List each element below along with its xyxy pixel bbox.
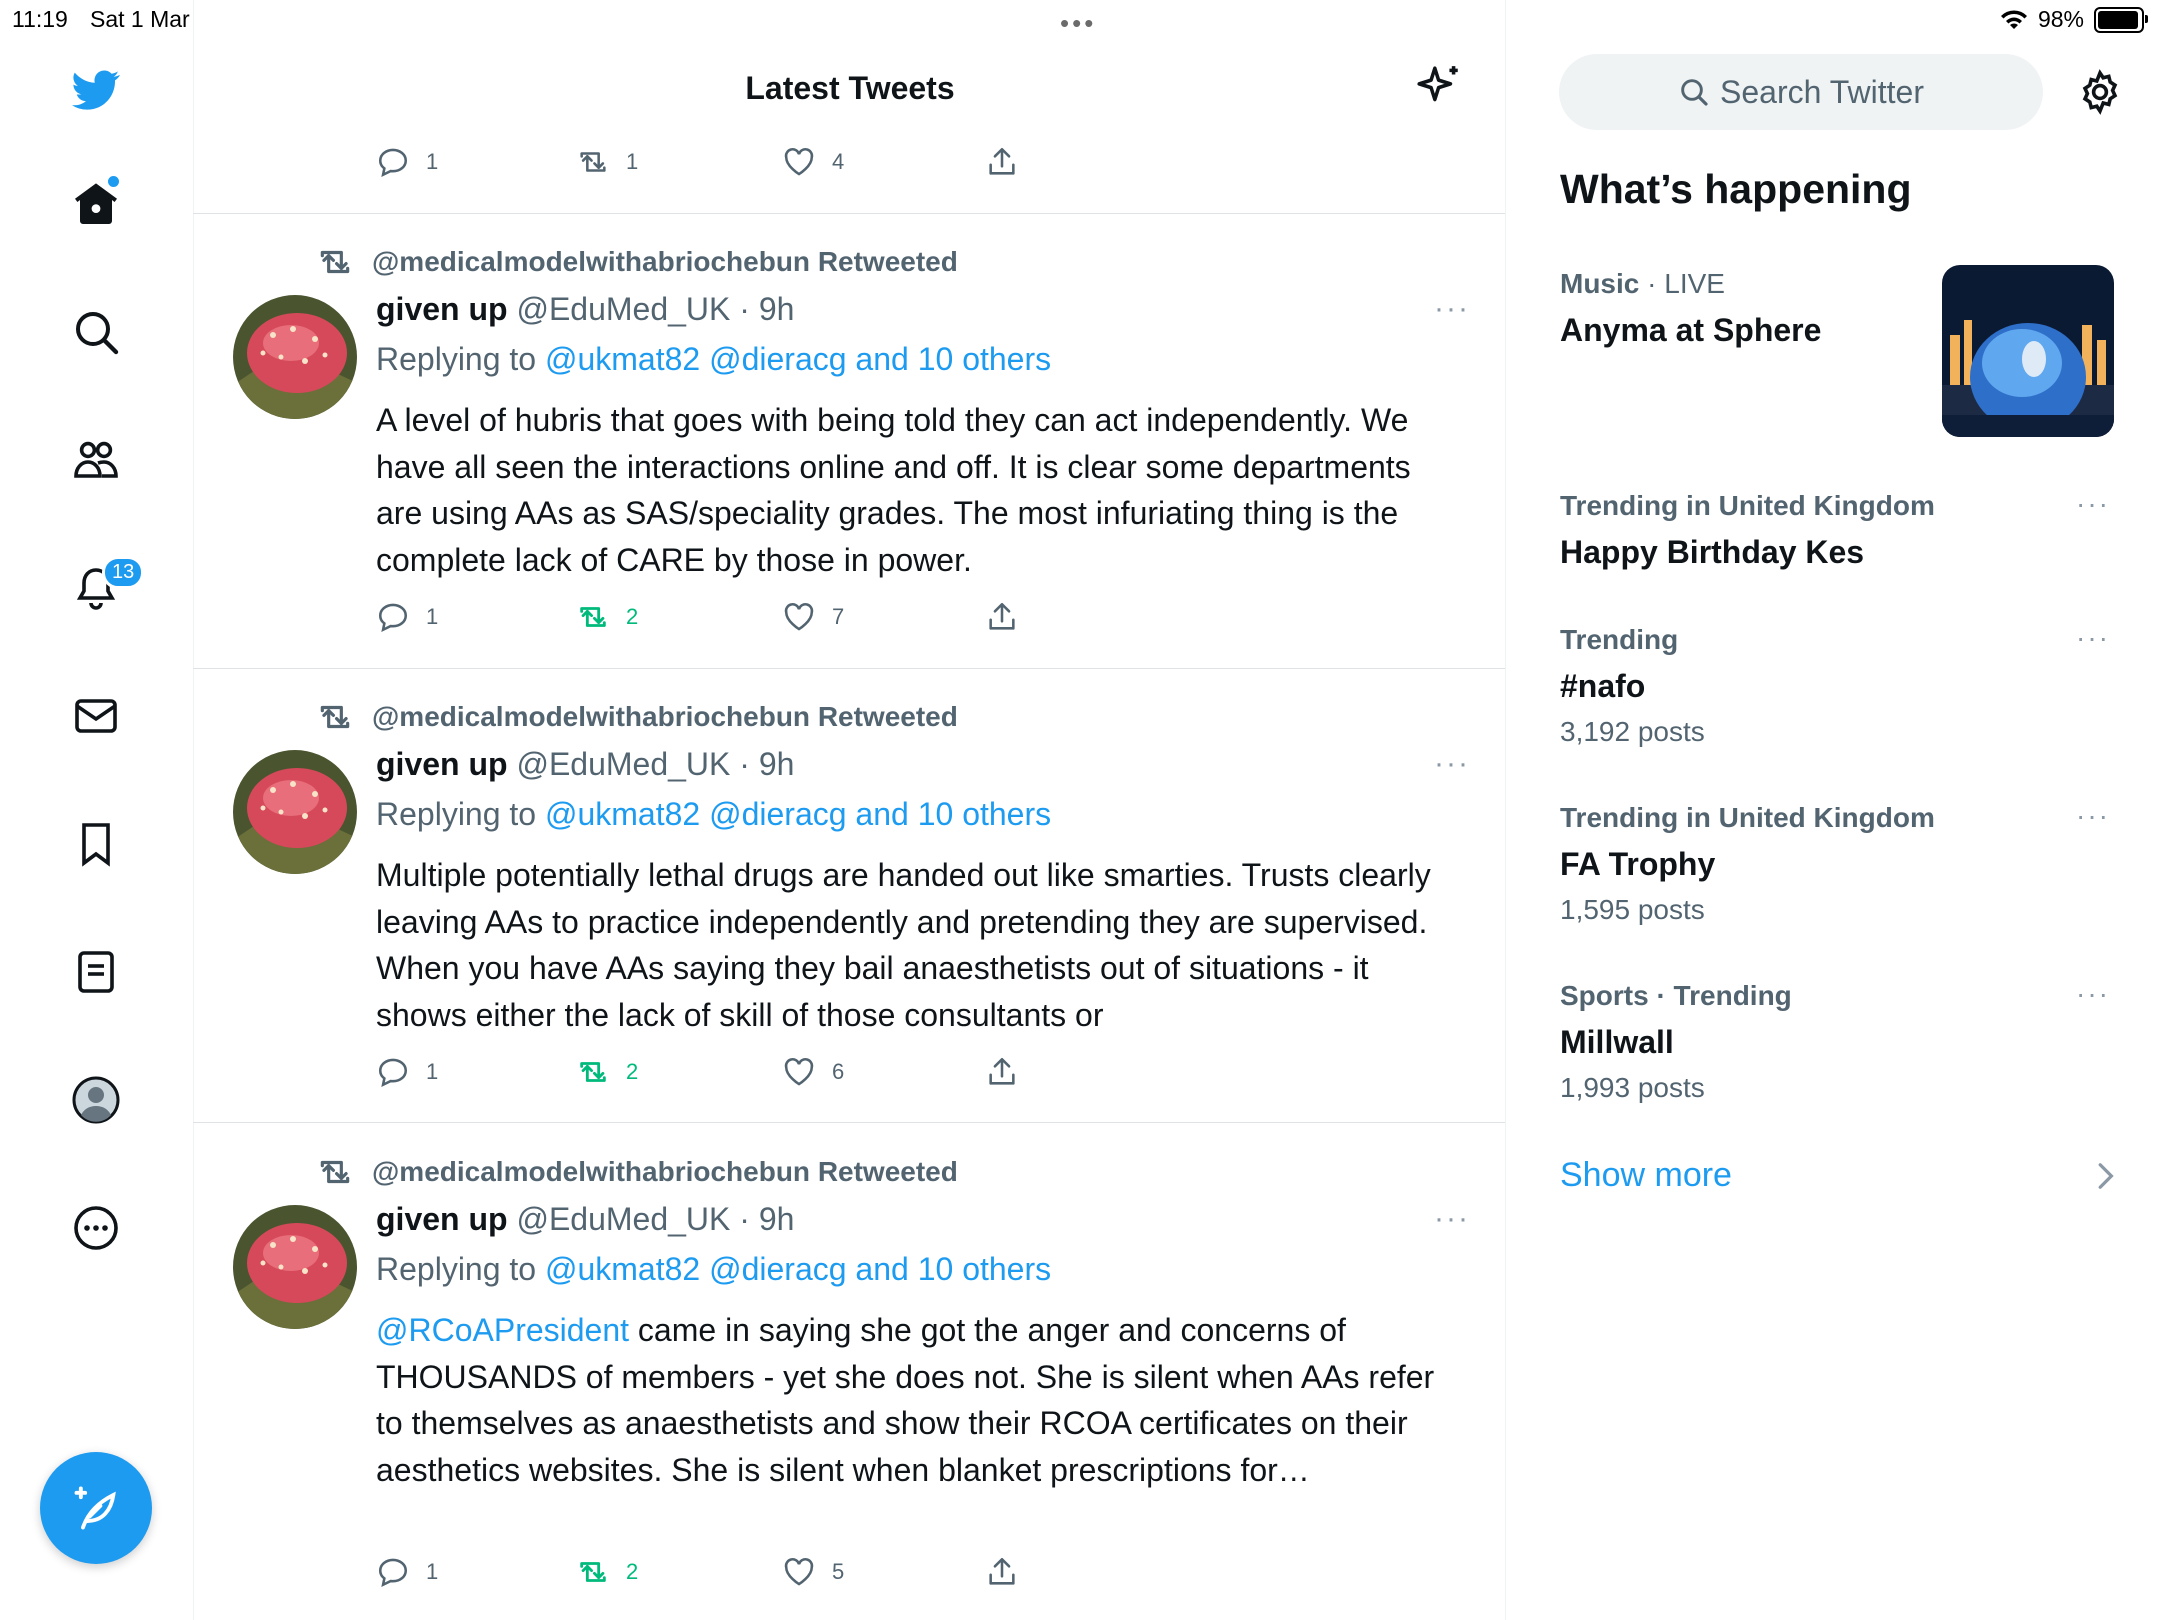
- tweet-more-icon[interactable]: ···: [1434, 292, 1470, 325]
- search-input[interactable]: [1559, 54, 2043, 130]
- avatar[interactable]: [233, 295, 357, 419]
- retweet-small-icon: [316, 243, 354, 281]
- heart-icon: [782, 145, 816, 179]
- like-count: 5: [832, 1559, 845, 1584]
- show-more-link[interactable]: Show more: [1560, 1156, 1732, 1194]
- tweet-divider: [193, 213, 1505, 214]
- reply-button[interactable]: [376, 1555, 438, 1589]
- replying-to-line: Replying to @ukmat82 @dieracg and 10 others: [376, 796, 1052, 832]
- featured-thumbnail[interactable]: [1942, 265, 2114, 437]
- retweet-small-icon: [316, 1153, 354, 1191]
- share-icon: [985, 600, 1019, 634]
- replying-to-links[interactable]: @ukmat82 @dieracg and 10 others: [544, 1251, 1052, 1287]
- trend-title[interactable]: Happy Birthday Kes: [1560, 534, 1865, 570]
- trend-more-icon[interactable]: ···: [2076, 978, 2110, 1009]
- retweet-icon: [576, 1055, 610, 1089]
- tweet-mention[interactable]: @RCoAPresident: [376, 1312, 630, 1348]
- retweet-count: 2: [626, 1559, 639, 1584]
- replying-to-line: Replying to @ukmat82 @dieracg and 10 others: [376, 1251, 1052, 1287]
- retweet-button[interactable]: [576, 1555, 638, 1589]
- tweet-author-line: [376, 746, 794, 783]
- compose-feather-icon: [70, 1482, 122, 1534]
- compose-tweet-button[interactable]: [40, 1452, 152, 1564]
- replying-to-links[interactable]: @ukmat82 @dieracg and 10 others: [544, 796, 1052, 832]
- retweet-icon: [576, 145, 610, 179]
- author-name[interactable]: given up: [376, 291, 508, 327]
- share-button[interactable]: [985, 145, 1035, 179]
- search-icon[interactable]: [62, 298, 130, 366]
- reply-icon: [376, 1555, 410, 1589]
- share-icon: [985, 145, 1019, 179]
- reply-count: 1: [426, 604, 439, 629]
- like-button[interactable]: [782, 145, 844, 179]
- settings-gear-icon[interactable]: [2076, 68, 2124, 116]
- tweet-divider: [193, 668, 1505, 669]
- search-icon: [1678, 76, 1710, 108]
- lists-icon[interactable]: [62, 938, 130, 1006]
- replying-to-links[interactable]: @ukmat82 @dieracg and 10 others: [544, 341, 1052, 377]
- reply-icon: [376, 1055, 410, 1089]
- chevron-right-icon[interactable]: [2094, 1160, 2116, 1192]
- reply-icon: [376, 145, 410, 179]
- reply-count: 1: [426, 149, 439, 174]
- featured-meta: Music · LIVE: [1560, 268, 1725, 299]
- share-icon: [985, 1555, 1019, 1589]
- retweet-icon: [576, 600, 610, 634]
- trend-meta: Trending: [1560, 624, 1679, 655]
- reply-count: 1: [426, 1059, 439, 1084]
- retweet-small-icon: [316, 698, 354, 736]
- author-name[interactable]: given up: [376, 1201, 508, 1237]
- trend-posts: 1,595 posts: [1560, 894, 1705, 925]
- tweet-author-line: [376, 291, 794, 328]
- tweet-author-line: [376, 1201, 794, 1238]
- tweet-more-icon[interactable]: ···: [1434, 1202, 1470, 1235]
- trend-title[interactable]: Millwall: [1560, 1024, 1674, 1060]
- page-title: Latest Tweets: [745, 70, 955, 106]
- share-button[interactable]: [985, 600, 1035, 634]
- top-tweets-sparkle-icon[interactable]: [1414, 62, 1464, 112]
- retweeted-by-label: @medicalmodelwithabriochebun Retweeted: [316, 243, 958, 281]
- messages-icon[interactable]: [62, 682, 130, 750]
- retweet-count: 1: [626, 149, 639, 174]
- reply-button[interactable]: [376, 600, 438, 634]
- wifi-icon: [2000, 9, 2028, 31]
- heart-icon: [782, 1055, 816, 1089]
- share-button[interactable]: [985, 1555, 1035, 1589]
- status-right: [2000, 6, 2144, 33]
- featured-title[interactable]: Anyma at Sphere: [1560, 312, 1822, 348]
- home-unread-dot: [106, 174, 121, 189]
- avatar[interactable]: [233, 750, 357, 874]
- tweet-text: Multiple potentially lethal drugs are handed out like smarties. Trusts clearly leaving AAs to practice independently and pretending they are supervised. When you have AAs saying they bail anaesthetists out of situations - it shows either the lack of skill of those consultants or: [376, 857, 1431, 1033]
- author-handle-time: @EduMed_UK · 9h: [507, 746, 795, 782]
- like-button[interactable]: [782, 1055, 844, 1089]
- search-placeholder: Search Twitter: [1720, 73, 1924, 110]
- status-date: Sat 1 Mar: [90, 6, 190, 32]
- profile-icon[interactable]: [62, 1066, 130, 1134]
- avatar[interactable]: [233, 1205, 357, 1329]
- trend-more-icon[interactable]: ···: [2076, 488, 2110, 519]
- more-icon[interactable]: [62, 1194, 130, 1262]
- trend-title[interactable]: FA Trophy: [1560, 846, 1716, 882]
- trend-title[interactable]: #nafo: [1560, 668, 1646, 704]
- author-name[interactable]: given up: [376, 746, 508, 782]
- multitasking-dots-icon[interactable]: •••: [1060, 8, 1097, 38]
- retweeted-by-label: @medicalmodelwithabriochebun Retweeted: [316, 1153, 958, 1191]
- reply-count: 1: [426, 1559, 439, 1584]
- like-button[interactable]: [782, 1555, 844, 1589]
- tweet-text: A level of hubris that goes with being told they can act independently. We have all seen the interactions online and off. It is clear some departments are using AAs as SAS/speciality grades. The most infuriating thing is the complete lack of CARE by those in power.: [376, 402, 1411, 578]
- trend-more-icon[interactable]: ···: [2076, 622, 2110, 653]
- reply-button[interactable]: [376, 1055, 438, 1089]
- like-count: 7: [832, 604, 845, 629]
- retweet-button[interactable]: [576, 145, 638, 179]
- heart-icon: [782, 1555, 816, 1589]
- battery-percent: 98%: [2037, 6, 2084, 32]
- tweet-more-icon[interactable]: ···: [1434, 747, 1470, 780]
- retweet-icon: [576, 1555, 610, 1589]
- communities-icon[interactable]: [62, 426, 130, 494]
- tweet-text: @RCoAPresident came in saying she got the anger and concerns of THOUSANDS of members - yet she does not. She is silent when AAs refer to themselves as anaesthetists and show their RCOA certificates on their aesthetics websites. She is silent when blanket prescriptions for…: [376, 1312, 1435, 1488]
- trend-more-icon[interactable]: ···: [2076, 800, 2110, 831]
- retweet-button[interactable]: [576, 600, 638, 634]
- heart-icon: [782, 600, 816, 634]
- twitter-logo-icon[interactable]: [62, 56, 130, 124]
- like-count: 6: [832, 1059, 845, 1084]
- share-icon: [985, 1055, 1019, 1089]
- bookmarks-icon[interactable]: [62, 810, 130, 878]
- like-count: 4: [832, 149, 845, 174]
- trend-meta: Sports · Trending: [1560, 980, 1792, 1011]
- retweet-count: 2: [626, 1059, 639, 1084]
- reply-button[interactable]: [376, 145, 438, 179]
- retweet-button[interactable]: [576, 1055, 638, 1089]
- trend-meta: Trending in United Kingdom: [1560, 490, 1935, 521]
- author-handle-time: @EduMed_UK · 9h: [507, 1201, 795, 1237]
- battery-icon: [2094, 7, 2144, 33]
- replying-to-line: Replying to @ukmat82 @dieracg and 10 others: [376, 341, 1052, 377]
- tweet-divider: [193, 1122, 1505, 1123]
- share-button[interactable]: [985, 1055, 1035, 1089]
- reply-icon: [376, 600, 410, 634]
- trend-posts: 1,993 posts: [1560, 1072, 1705, 1103]
- retweet-count: 2: [626, 604, 639, 629]
- retweeted-by-label: @medicalmodelwithabriochebun Retweeted: [316, 698, 958, 736]
- like-button[interactable]: [782, 600, 844, 634]
- trend-meta: Trending in United Kingdom: [1560, 802, 1935, 833]
- trend-posts: 3,192 posts: [1560, 716, 1705, 747]
- author-handle-time: @EduMed_UK · 9h: [507, 291, 795, 327]
- status-time: 11:19: [12, 6, 68, 32]
- notifications-badge: 13: [102, 556, 144, 589]
- whats-happening-heading: What’s happening: [1560, 166, 1912, 212]
